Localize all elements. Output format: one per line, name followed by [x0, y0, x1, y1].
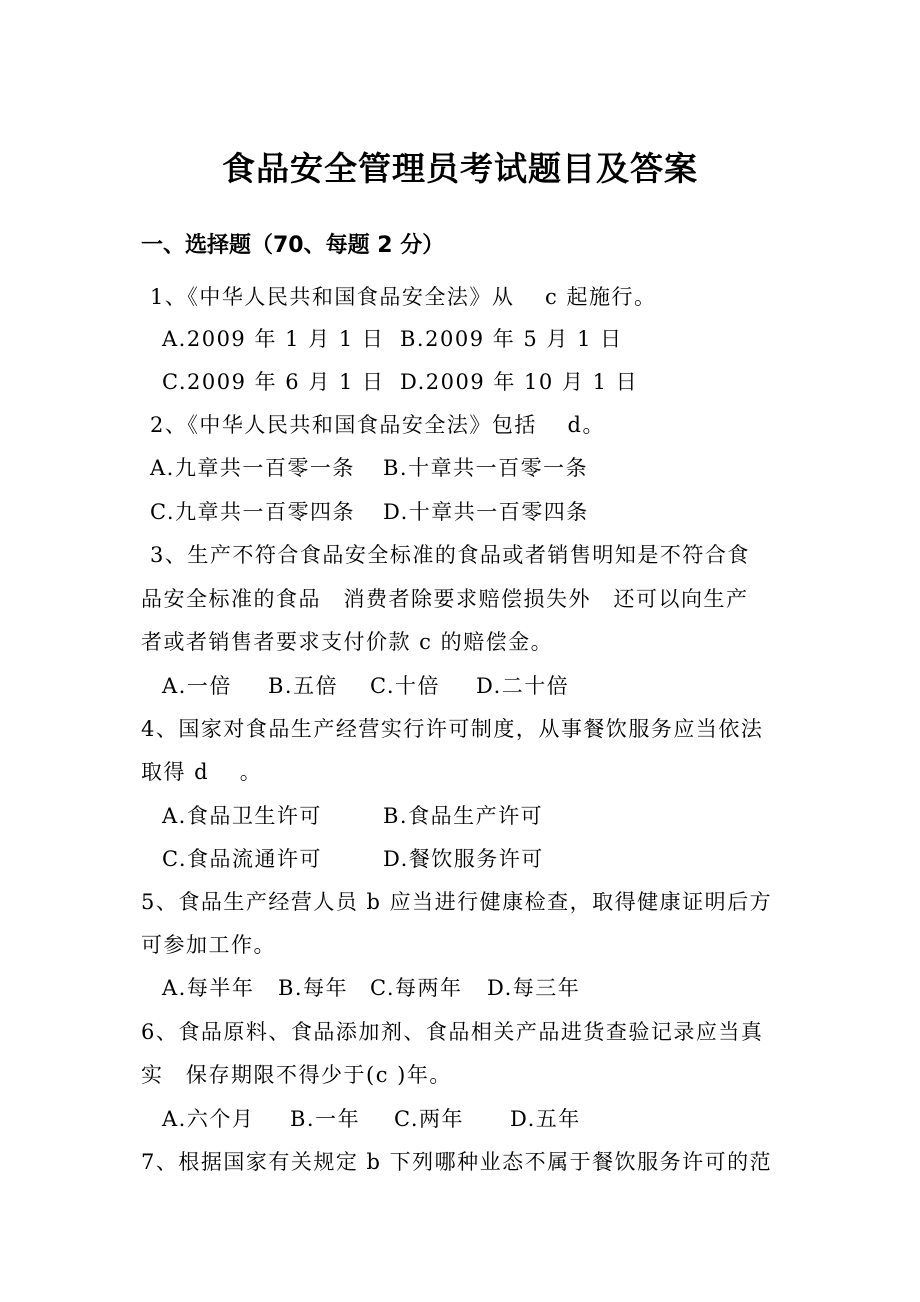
q5-option-c: C.每两年 — [370, 976, 463, 1000]
q2-option-d: D.十章共一百零四条 — [383, 500, 589, 524]
question-1-text: 1、《中华人民共和国食品安全法》从 c 起施行。 — [150, 285, 657, 309]
question-7-text-line-1: 7、根据国家有关规定 b 下列哪种业态不属于餐饮服务许可的范 — [141, 1150, 773, 1174]
section-heading: 一、选择题（70、每题 2 分） — [141, 233, 445, 258]
question-3-text-line-1: 3、生产不符合食品安全标准的食品或者销售明知是不符合食 — [150, 543, 750, 567]
q1-option-b: B.2009 年 5 月 1 日 — [400, 327, 623, 351]
q5-option-a: A.每半年 — [162, 976, 255, 1000]
q1-option-c: C.2009 年 6 月 1 日 — [162, 370, 385, 394]
q4-option-b: B.食品生产许可 — [383, 804, 544, 828]
question-6-text-line-2: 实 保存期限不得少于(c )年。 — [141, 1063, 452, 1087]
q2-option-b: B.十章共一百零一条 — [383, 456, 589, 480]
question-4-text-line-2: 取得 d 。 — [141, 760, 263, 784]
q6-option-c: C.两年 — [394, 1107, 464, 1131]
question-4-text-line-1: 4、国家对食品生产经营实行许可制度，从事餐饮服务应当依法 — [141, 717, 764, 741]
q3-option-d: D.二十倍 — [476, 674, 570, 698]
q4-option-a: A.食品卫生许可 — [162, 804, 322, 828]
q4-option-d: D.餐饮服务许可 — [383, 847, 544, 871]
q2-option-c: C.九章共一百零四条 — [150, 500, 355, 524]
q5-option-b: B.每年 — [278, 976, 349, 1000]
q3-option-a: A.一倍 — [162, 674, 232, 698]
question-3-text-line-2: 品安全标准的食品 消费者除要求赔偿损失外 还可以向生产 — [141, 587, 749, 611]
page-title: 食品安全管理员考试题目及答案 — [222, 149, 698, 188]
question-5-text-line-1: 5、食品生产经营人员 b 应当进行健康检查，取得健康证明后方 — [141, 890, 773, 914]
q3-option-b: B.五倍 — [268, 674, 339, 698]
q6-option-a: A.六个月 — [162, 1107, 255, 1131]
q1-option-a: A.2009 年 1 月 1 日 — [162, 327, 385, 351]
question-6-text-line-1: 6、食品原料、食品添加剂、食品相关产品进货查验记录应当真 — [141, 1020, 764, 1044]
q3-option-c: C.十倍 — [370, 674, 440, 698]
q6-option-d: D.五年 — [510, 1107, 581, 1131]
q5-option-d: D.每三年 — [487, 976, 581, 1000]
q6-option-b: B.一年 — [290, 1107, 361, 1131]
q2-option-a: A.九章共一百零一条 — [150, 456, 355, 480]
q1-option-d: D.2009 年 10 月 1 日 — [400, 370, 639, 394]
question-5-text-line-2: 可参加工作。 — [141, 933, 276, 957]
q4-option-c: C.食品流通许可 — [162, 847, 322, 871]
question-2-text: 2、《中华人民共和国食品安全法》包括 d。 — [150, 413, 605, 437]
question-3-text-line-3: 者或者销售者要求支付价款 c 的赔偿金。 — [141, 630, 554, 654]
